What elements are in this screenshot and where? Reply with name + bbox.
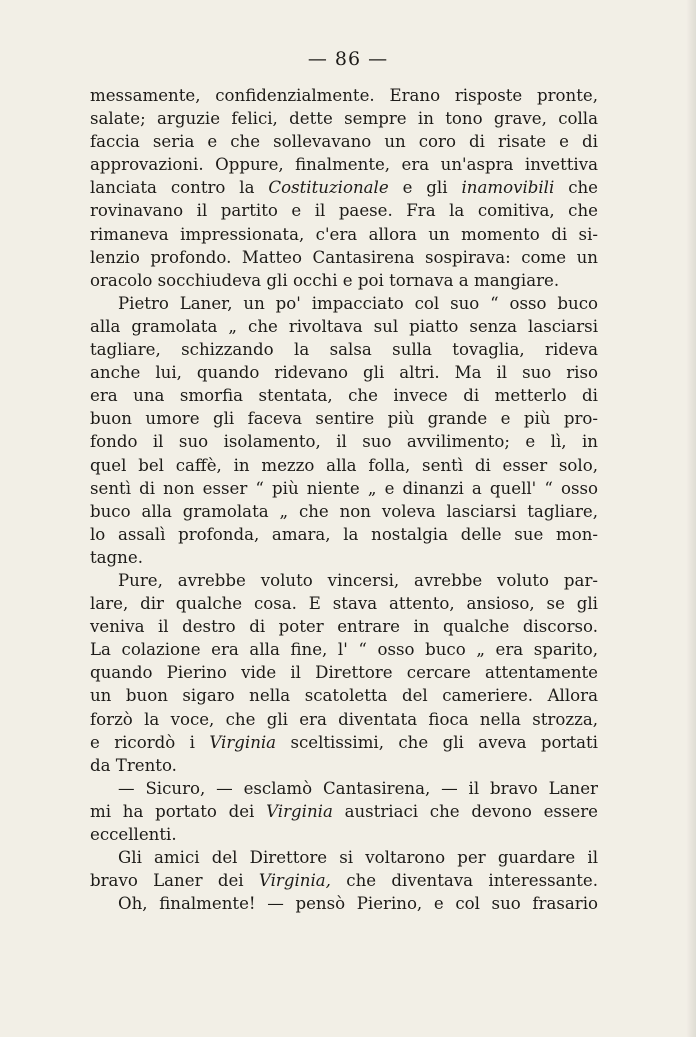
text-fragment: bravo Laner dei [90,871,259,891]
text-line [90,846,598,869]
text-fragment: lanciata contro la [90,178,269,198]
text-fragment: che diventava interessante. [330,871,598,891]
text-line [90,777,598,800]
text-fragment: La colazione era alla fine, l' “ osso buco „ era sparito, [90,640,598,660]
page-number: — 86 — [307,48,389,70]
text-fragment: Gli amici del Direttore si voltarono per guardare il [118,848,598,868]
italic-title: Virginia [266,801,333,821]
text-line [90,592,598,615]
text-line [90,454,598,477]
text-line [90,292,598,315]
text-line [90,361,598,384]
text-fragment: che [554,178,598,198]
text-fragment: oracolo socchiudeva gli occhi e poi tornava a mangiare. [90,270,560,290]
text-line [90,130,598,153]
text-fragment: tagne. [90,547,143,567]
text-line [90,684,598,707]
text-fragment: lo assalì profonda, amara, la nostalgia delle sue mon- [90,524,598,544]
text-line [90,569,598,592]
text-fragment: quel bel caffè, in mezzo alla folla, sentì di esser solo, [90,455,598,475]
text-fragment: e gli [388,178,462,198]
page-edge-shadow [686,0,696,1037]
text-fragment: da Trento. [90,755,177,775]
text-line [90,269,598,292]
text-fragment: un buon sigaro nella scatoletta del cameriere. Allora [90,686,598,706]
italic-title: inamovibili [461,178,555,198]
text-fragment: Oh, finalmente! — pensò Pierino, e col suo frasario [118,894,598,914]
text-fragment: sentì di non esser “ più niente „ e dinanzi a quell' “ osso [90,478,598,498]
text-line [90,823,598,846]
text-line [90,176,598,199]
text-fragment: rimaneva impressionata, c'era allora un momento di si- [90,224,598,244]
text-line [90,223,598,246]
text-fragment: alla gramolata „ che rivoltava sul piatto senza lasciarsi [90,316,598,336]
text-line [90,199,598,222]
text-line [90,869,598,892]
text-line [90,754,598,777]
text-line [90,615,598,638]
text-fragment: eccellenti. [90,825,177,844]
italic-title: Virginia, [258,871,331,891]
text-fragment: era una smorfia stentata, che invece di metterlo di [90,386,598,406]
text-fragment: rovinavano il partito e il paese. Fra la comitiva, che [90,201,598,221]
text-fragment: approvazioni. Oppure, finalmente, era un'aspra invettiva [90,155,598,175]
text-line [90,107,598,130]
text-line [90,153,598,176]
text-fragment: sceltissimi, che gli aveva portati [276,732,598,752]
text-fragment: lare, dir qualche cosa. E stava attento, ansioso, se gli [90,594,598,614]
text-line [90,338,598,361]
text-line [90,661,598,684]
text-fragment: buon umore gli faceva sentire più grande e più pro- [90,409,598,429]
text-line [90,892,598,915]
text-fragment: anche lui, quando ridevano gli altri. Ma il suo riso [90,363,598,383]
text-fragment: faccia seria e che sollevavano un coro di risate e di [90,132,598,152]
text-fragment: salate; arguzie felici, dette sempre in tono grave, colla [90,109,598,129]
text-line [90,731,598,754]
text-fragment: messamente, confidenzialmente. Erano risposte pronte, [90,86,598,105]
text-line [90,800,598,823]
text-fragment: Pure, avrebbe voluto vincersi, avrebbe voluto par- [118,570,598,590]
text-fragment: tagliare, schizzando la salsa sulla tovaglia, rideva [90,340,598,360]
italic-title: Virginia [209,732,277,752]
text-fragment: e ricordò i [90,732,210,752]
text-line [90,638,598,661]
text-line [90,315,598,338]
text-line [90,384,598,407]
text-line [90,500,598,523]
text-fragment: mi ha portato dei [90,801,267,821]
text-line [90,523,598,546]
text-fragment: forzò la voce, che gli era diventata fioca nella strozza, [90,709,598,729]
text-fragment: austriaci che devono essere [332,801,598,821]
text-fragment: fondo il suo isolamento, il suo avvilimento; e lì, in [90,432,598,452]
text-fragment: quando Pierino vide il Direttore cercare attentamente [90,663,598,683]
text-line [90,708,598,731]
text-line [90,246,598,269]
text-fragment: buco alla gramolata „ che non voleva lasciarsi tagliare, [90,501,598,521]
text-fragment: Pietro Laner, un po' impacciato col suo “ osso buco [118,293,598,313]
text-fragment: lenzio profondo. Matteo Cantasirena sospirava: come un [90,247,598,267]
text-line [90,430,598,453]
text-fragment: — Sicuro, — esclamò Cantasirena, — il bravo Laner [118,778,598,798]
text-line [90,546,598,569]
text-line [90,407,598,430]
text-line [90,477,598,500]
text-line [90,84,598,107]
italic-title: Costituzionale [268,178,389,198]
text-fragment: veniva il destro di poter entrare in qualche discorso. [90,617,598,637]
body-text [90,84,598,915]
